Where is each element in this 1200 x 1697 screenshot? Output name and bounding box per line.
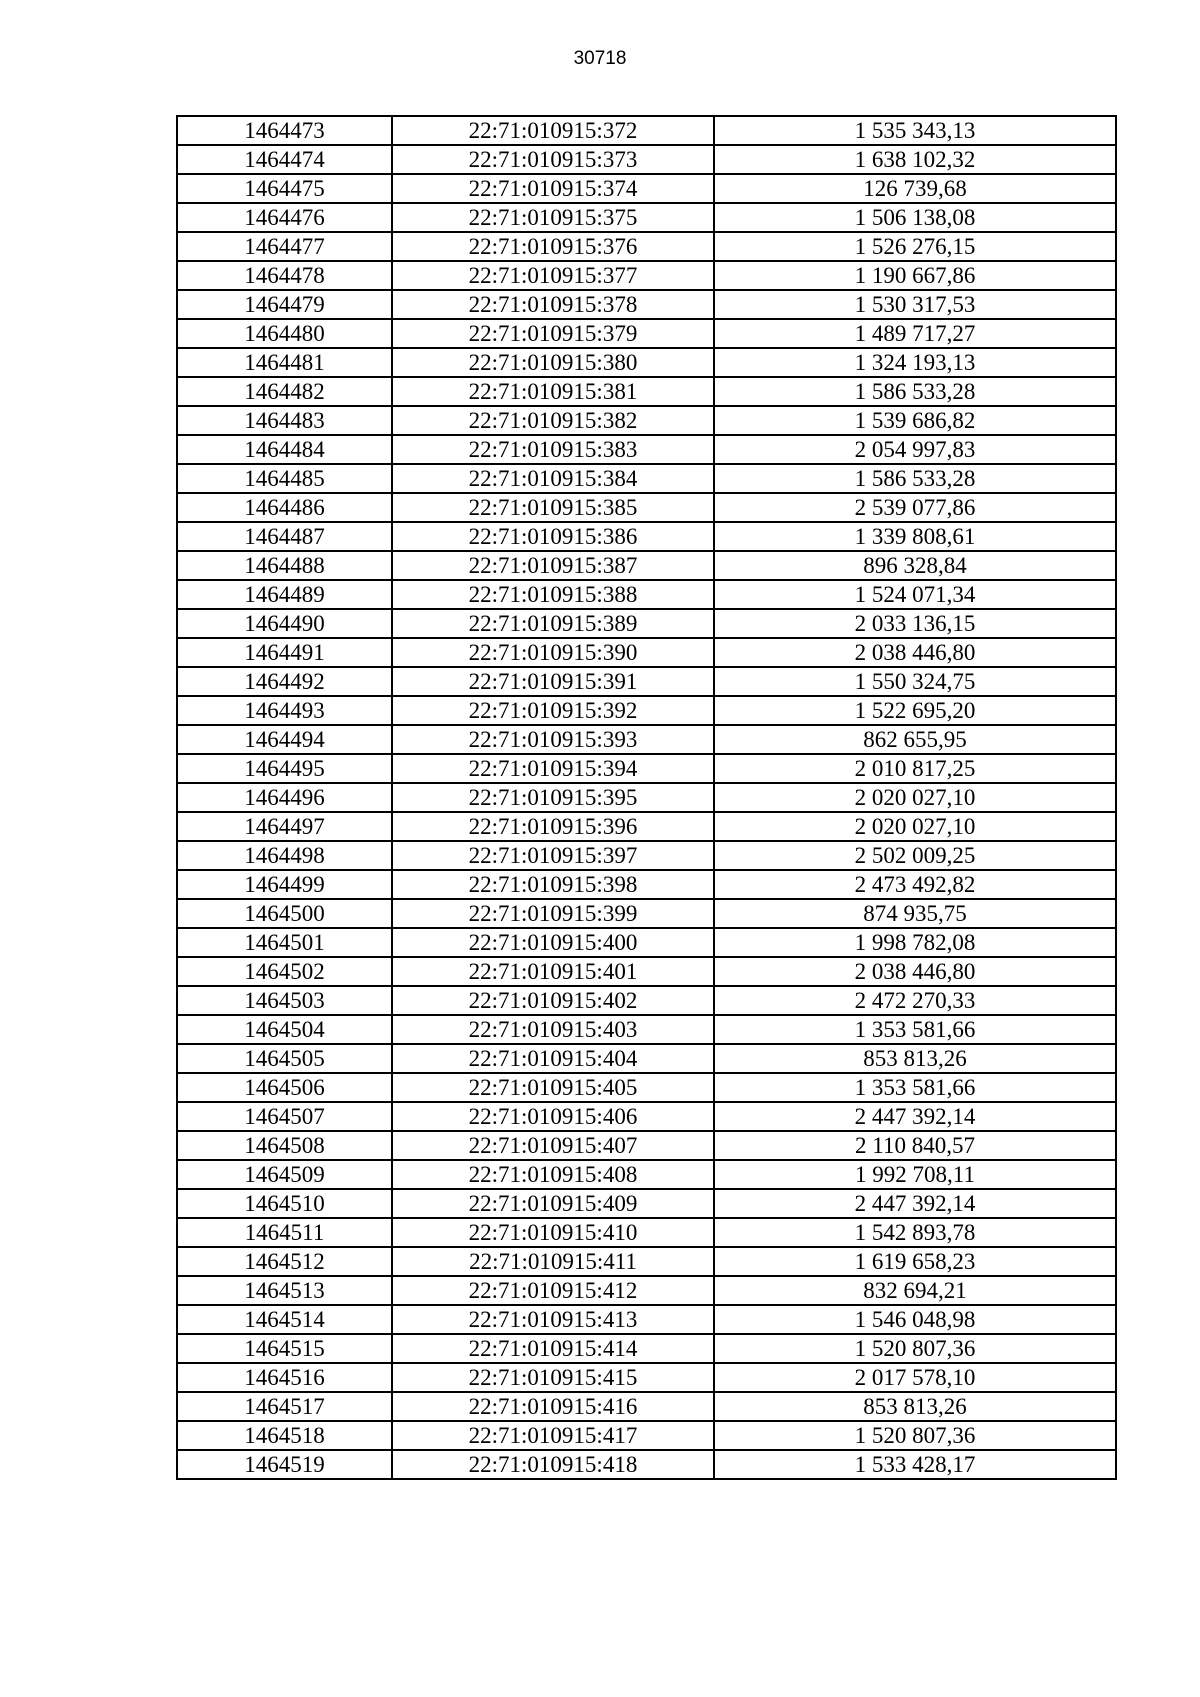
table-row [177, 348, 1116, 377]
cadastral-number-cell: 22:71:010915:391 [392, 667, 714, 696]
cadastral-number-cell: 22:71:010915:390 [392, 638, 714, 667]
row-number-cell: 1464476 [177, 203, 392, 232]
table-row [177, 1044, 1116, 1073]
table-row [177, 1276, 1116, 1305]
table-row [177, 261, 1116, 290]
value-cell: 1 522 695,20 [714, 696, 1116, 725]
value-cell: 1 542 893,78 [714, 1218, 1116, 1247]
table-row [177, 116, 1116, 145]
value-cell: 126 739,68 [714, 174, 1116, 203]
value-cell: 2 020 027,10 [714, 783, 1116, 812]
table-row [177, 667, 1116, 696]
cadastral-number-cell: 22:71:010915:413 [392, 1305, 714, 1334]
row-number-cell: 1464510 [177, 1189, 392, 1218]
cadastral-number-cell: 22:71:010915:381 [392, 377, 714, 406]
cadastral-number-cell: 22:71:010915:377 [392, 261, 714, 290]
cadastral-number-cell: 22:71:010915:375 [392, 203, 714, 232]
row-number-cell: 1464477 [177, 232, 392, 261]
row-number-cell: 1464480 [177, 319, 392, 348]
table-row [177, 609, 1116, 638]
table-row [177, 290, 1116, 319]
row-number-cell: 1464474 [177, 145, 392, 174]
cadastral-number-cell: 22:71:010915:382 [392, 406, 714, 435]
cadastral-number-cell: 22:71:010915:389 [392, 609, 714, 638]
value-cell: 1 489 717,27 [714, 319, 1116, 348]
row-number-cell: 1464485 [177, 464, 392, 493]
value-cell: 1 998 782,08 [714, 928, 1116, 957]
cadastral-number-cell: 22:71:010915:384 [392, 464, 714, 493]
table-row [177, 493, 1116, 522]
page-number: 30718 [573, 48, 627, 69]
table-row [177, 928, 1116, 957]
table-row [177, 1160, 1116, 1189]
value-cell: 1 520 807,36 [714, 1334, 1116, 1363]
cadastral-number-cell: 22:71:010915:385 [392, 493, 714, 522]
value-cell: 1 526 276,15 [714, 232, 1116, 261]
row-number-cell: 1464515 [177, 1334, 392, 1363]
cadastral-number-cell: 22:71:010915:401 [392, 957, 714, 986]
row-number-cell: 1464486 [177, 493, 392, 522]
cadastral-number-cell: 22:71:010915:395 [392, 783, 714, 812]
value-cell: 1 535 343,13 [714, 116, 1116, 145]
cadastral-number-cell: 22:71:010915:406 [392, 1102, 714, 1131]
value-cell: 832 694,21 [714, 1276, 1116, 1305]
table-row [177, 203, 1116, 232]
row-number-cell: 1464505 [177, 1044, 392, 1073]
table-row [177, 754, 1116, 783]
table-row [177, 841, 1116, 870]
value-cell: 853 813,26 [714, 1044, 1116, 1073]
value-cell: 1 353 581,66 [714, 1073, 1116, 1102]
row-number-cell: 1464516 [177, 1363, 392, 1392]
row-number-cell: 1464490 [177, 609, 392, 638]
row-number-cell: 1464508 [177, 1131, 392, 1160]
row-number-cell: 1464503 [177, 986, 392, 1015]
value-cell: 1 530 317,53 [714, 290, 1116, 319]
table-row [177, 1363, 1116, 1392]
table-row [177, 522, 1116, 551]
cadastre-table [176, 115, 1117, 1480]
table-row [177, 1015, 1116, 1044]
value-cell: 2 502 009,25 [714, 841, 1116, 870]
table-row [177, 232, 1116, 261]
value-cell: 2 038 446,80 [714, 638, 1116, 667]
value-cell: 2 110 840,57 [714, 1131, 1116, 1160]
value-cell: 2 539 077,86 [714, 493, 1116, 522]
row-number-cell: 1464499 [177, 870, 392, 899]
cadastral-number-cell: 22:71:010915:379 [392, 319, 714, 348]
value-cell: 2 054 997,83 [714, 435, 1116, 464]
row-number-cell: 1464500 [177, 899, 392, 928]
table-row [177, 696, 1116, 725]
cadastral-number-cell: 22:71:010915:407 [392, 1131, 714, 1160]
cadastral-number-cell: 22:71:010915:412 [392, 1276, 714, 1305]
table-row [177, 1450, 1116, 1479]
table-row [177, 464, 1116, 493]
row-number-cell: 1464513 [177, 1276, 392, 1305]
cadastral-number-cell: 22:71:010915:411 [392, 1247, 714, 1276]
cadastral-number-cell: 22:71:010915:374 [392, 174, 714, 203]
cadastral-number-cell: 22:71:010915:409 [392, 1189, 714, 1218]
cadastral-number-cell: 22:71:010915:399 [392, 899, 714, 928]
value-cell: 1 353 581,66 [714, 1015, 1116, 1044]
table-row [177, 812, 1116, 841]
cadastral-number-cell: 22:71:010915:376 [392, 232, 714, 261]
cadastral-number-cell: 22:71:010915:417 [392, 1421, 714, 1450]
cadastral-number-cell: 22:71:010915:378 [392, 290, 714, 319]
value-cell: 1 638 102,32 [714, 145, 1116, 174]
table-row [177, 406, 1116, 435]
value-cell: 896 328,84 [714, 551, 1116, 580]
table-row [177, 1189, 1116, 1218]
row-number-cell: 1464519 [177, 1450, 392, 1479]
row-number-cell: 1464482 [177, 377, 392, 406]
value-cell: 1 533 428,17 [714, 1450, 1116, 1479]
table-row [177, 580, 1116, 609]
row-number-cell: 1464488 [177, 551, 392, 580]
cadastral-number-cell: 22:71:010915:418 [392, 1450, 714, 1479]
value-cell: 2 447 392,14 [714, 1102, 1116, 1131]
table-row [177, 870, 1116, 899]
cadastral-number-cell: 22:71:010915:386 [392, 522, 714, 551]
row-number-cell: 1464481 [177, 348, 392, 377]
cadastral-number-cell: 22:71:010915:415 [392, 1363, 714, 1392]
value-cell: 2 033 136,15 [714, 609, 1116, 638]
row-number-cell: 1464495 [177, 754, 392, 783]
cadastral-number-cell: 22:71:010915:388 [392, 580, 714, 609]
row-number-cell: 1464506 [177, 1073, 392, 1102]
row-number-cell: 1464484 [177, 435, 392, 464]
row-number-cell: 1464507 [177, 1102, 392, 1131]
value-cell: 1 586 533,28 [714, 464, 1116, 493]
value-cell: 2 472 270,33 [714, 986, 1116, 1015]
table-row [177, 899, 1116, 928]
table-row [177, 551, 1116, 580]
cadastral-number-cell: 22:71:010915:410 [392, 1218, 714, 1247]
cadastral-number-cell: 22:71:010915:400 [392, 928, 714, 957]
row-number-cell: 1464502 [177, 957, 392, 986]
value-cell: 2 017 578,10 [714, 1363, 1116, 1392]
value-cell: 1 586 533,28 [714, 377, 1116, 406]
cadastral-number-cell: 22:71:010915:414 [392, 1334, 714, 1363]
table-row [177, 1334, 1116, 1363]
row-number-cell: 1464511 [177, 1218, 392, 1247]
row-number-cell: 1464475 [177, 174, 392, 203]
row-number-cell: 1464479 [177, 290, 392, 319]
cadastral-number-cell: 22:71:010915:380 [392, 348, 714, 377]
value-cell: 2 020 027,10 [714, 812, 1116, 841]
value-cell: 862 655,95 [714, 725, 1116, 754]
value-cell: 1 619 658,23 [714, 1247, 1116, 1276]
cadastral-number-cell: 22:71:010915:372 [392, 116, 714, 145]
value-cell: 874 935,75 [714, 899, 1116, 928]
table-row [177, 1421, 1116, 1450]
cadastral-number-cell: 22:71:010915:404 [392, 1044, 714, 1073]
row-number-cell: 1464504 [177, 1015, 392, 1044]
value-cell: 1 524 071,34 [714, 580, 1116, 609]
table-row [177, 957, 1116, 986]
value-cell: 2 447 392,14 [714, 1189, 1116, 1218]
table-row [177, 174, 1116, 203]
row-number-cell: 1464492 [177, 667, 392, 696]
row-number-cell: 1464517 [177, 1392, 392, 1421]
row-number-cell: 1464497 [177, 812, 392, 841]
row-number-cell: 1464496 [177, 783, 392, 812]
value-cell: 1 324 193,13 [714, 348, 1116, 377]
value-cell: 1 339 808,61 [714, 522, 1116, 551]
row-number-cell: 1464494 [177, 725, 392, 754]
row-number-cell: 1464478 [177, 261, 392, 290]
cadastral-number-cell: 22:71:010915:392 [392, 696, 714, 725]
table-row [177, 638, 1116, 667]
row-number-cell: 1464489 [177, 580, 392, 609]
cadastral-number-cell: 22:71:010915:405 [392, 1073, 714, 1102]
row-number-cell: 1464487 [177, 522, 392, 551]
row-number-cell: 1464512 [177, 1247, 392, 1276]
table-row [177, 1392, 1116, 1421]
value-cell: 1 520 807,36 [714, 1421, 1116, 1450]
row-number-cell: 1464493 [177, 696, 392, 725]
value-cell: 2 473 492,82 [714, 870, 1116, 899]
table-row [177, 1073, 1116, 1102]
cadastral-number-cell: 22:71:010915:402 [392, 986, 714, 1015]
table-row [177, 986, 1116, 1015]
cadastral-number-cell: 22:71:010915:403 [392, 1015, 714, 1044]
cadastral-number-cell: 22:71:010915:387 [392, 551, 714, 580]
value-cell: 1 539 686,82 [714, 406, 1116, 435]
table-row [177, 1131, 1116, 1160]
value-cell: 1 190 667,86 [714, 261, 1116, 290]
cadastral-number-cell: 22:71:010915:394 [392, 754, 714, 783]
row-number-cell: 1464498 [177, 841, 392, 870]
table-row [177, 725, 1116, 754]
value-cell: 2 010 817,25 [714, 754, 1116, 783]
row-number-cell: 1464491 [177, 638, 392, 667]
row-number-cell: 1464483 [177, 406, 392, 435]
row-number-cell: 1464473 [177, 116, 392, 145]
value-cell: 1 550 324,75 [714, 667, 1116, 696]
table-row [177, 145, 1116, 174]
cadastral-number-cell: 22:71:010915:393 [392, 725, 714, 754]
table-row [177, 1247, 1116, 1276]
cadastral-number-cell: 22:71:010915:416 [392, 1392, 714, 1421]
table-row [177, 319, 1116, 348]
table-body [177, 116, 1116, 1479]
value-cell: 1 546 048,98 [714, 1305, 1116, 1334]
cadastral-number-cell: 22:71:010915:383 [392, 435, 714, 464]
row-number-cell: 1464509 [177, 1160, 392, 1189]
value-cell: 1 506 138,08 [714, 203, 1116, 232]
row-number-cell: 1464501 [177, 928, 392, 957]
cadastral-number-cell: 22:71:010915:398 [392, 870, 714, 899]
cadastral-number-cell: 22:71:010915:373 [392, 145, 714, 174]
table-row [177, 1102, 1116, 1131]
table-row [177, 1305, 1116, 1334]
table-row [177, 435, 1116, 464]
value-cell: 1 992 708,11 [714, 1160, 1116, 1189]
row-number-cell: 1464514 [177, 1305, 392, 1334]
table-row [177, 377, 1116, 406]
value-cell: 2 038 446,80 [714, 957, 1116, 986]
table-row [177, 783, 1116, 812]
cadastral-number-cell: 22:71:010915:408 [392, 1160, 714, 1189]
cadastral-number-cell: 22:71:010915:397 [392, 841, 714, 870]
cadastral-number-cell: 22:71:010915:396 [392, 812, 714, 841]
value-cell: 853 813,26 [714, 1392, 1116, 1421]
table-row [177, 1218, 1116, 1247]
row-number-cell: 1464518 [177, 1421, 392, 1450]
